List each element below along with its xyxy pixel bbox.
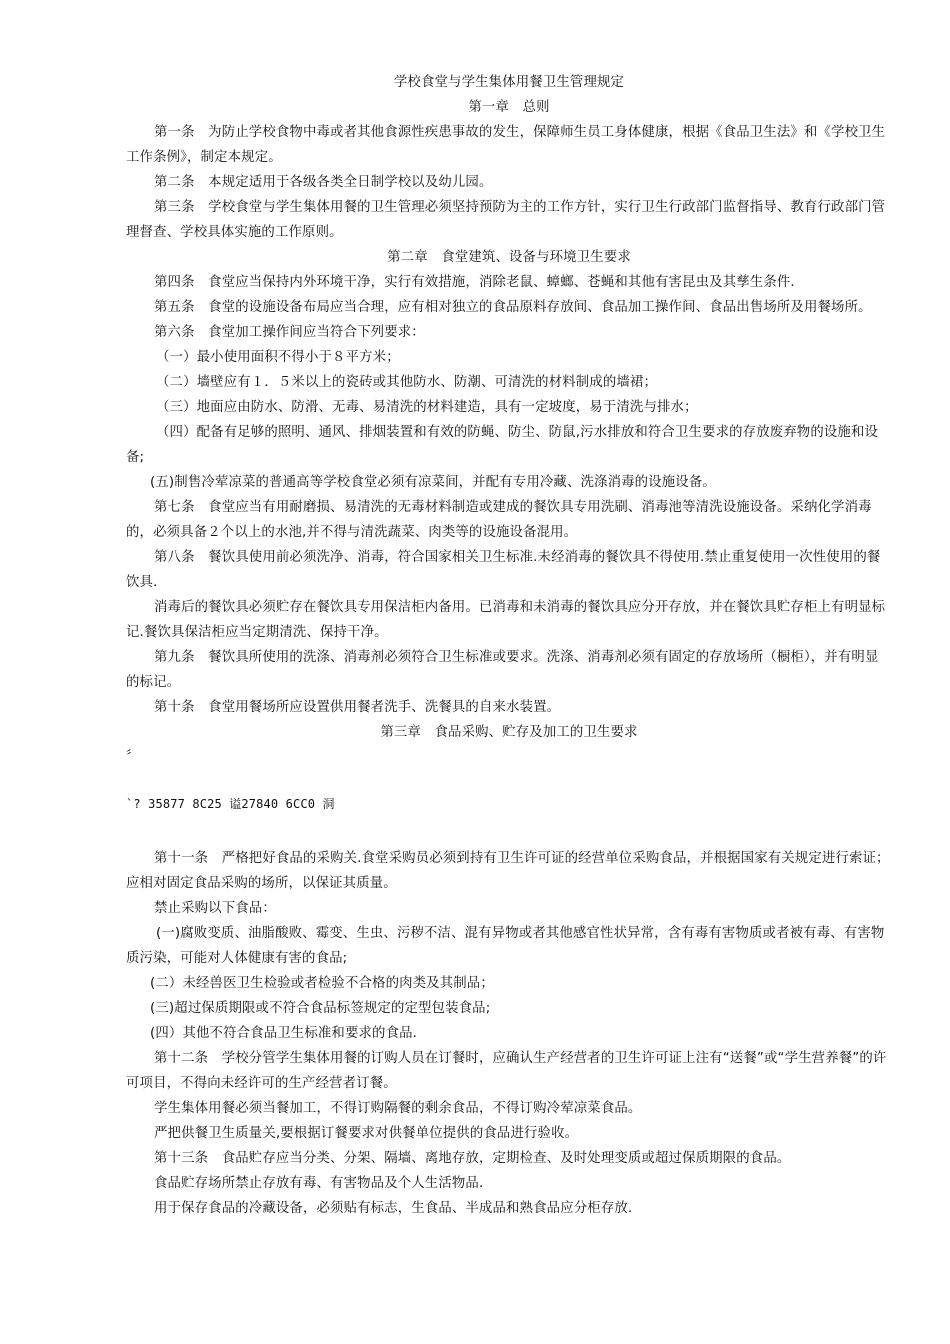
article-6: 第六条 食堂加工操作间应当符合下列要求： <box>154 325 425 340</box>
chapter-1-heading: 第一章 总则 <box>468 100 550 115</box>
article-6-item-3: （三）地面应由防水、防滑、无毒、易清洗的材料建造，具有一定坡度，易于清洗与排水； <box>156 400 698 415</box>
article-11: 第十一条 严格把好食品的采购关.食堂采购员必须到持有卫生许可证的经营单位采购食品，并根据国家有关规定进行索证；应相对固定食品采购的场所，以保证其质量。 <box>126 851 890 891</box>
article-2: 第二条 本规定适用于各级各类全日制学校以及幼儿园。 <box>154 175 493 190</box>
garbled-code-line: `? 35877 8C25 谥27840 6CC0 洞 <box>126 797 335 811</box>
article-7: 第七条 食堂应当有用耐磨损、易清洗的无毒材料制造或建成的餐饮具专用洗刷、消毒池等清洗设施设备。采纳化学消毒的，必须具备２个以上的水池,并不得与清洗蔬菜、肉类等的设施设备混用。 <box>126 500 872 540</box>
article-6-item-4: （四）配备有足够的照明、通风、排烟装置和有效的防蝇、防尘、防鼠,污水排放和符合卫生要求的存放废弃物的设施和设备; <box>126 425 879 465</box>
article-11-item-4: (四）其他不符合食品卫生标准和要求的食品. <box>150 1026 418 1041</box>
document-title: 学校食堂与学生集体用餐卫生管理规定 <box>393 75 625 90</box>
article-11-item-1: (一)腐败变质、油脂酸败、霉变、生虫、污秽不洁、混有异物或者其他感官性状异常，含有毒有害物质或者被有毒、有害物质污染，可能对人体健康有害的食品; <box>126 926 885 966</box>
article-11-item-3: (三)超过保质期限或不符合食品标签规定的定型包装食品; <box>150 1001 491 1016</box>
article-3: 第三条 学校食堂与学生集体用餐的卫生管理必须坚持预防为主的工作方针，实行卫生行政部门监督指导、教育行政部门管理督查、学校具体实施的工作原则。 <box>126 200 886 240</box>
stray-mark: 〞 <box>126 750 140 765</box>
article-8-paragraph-2: 消毒后的餐饮具必须贮存在餐饮具专用保洁柜内备用。已消毒和未消毒的餐饮具应分开存放，并在餐饮具贮存柜上有明显标记.餐饮具保洁柜应当定期清洗、保持干净。 <box>126 600 886 640</box>
article-13-paragraph-3: 用于保存食品的冷藏设备，必须贴有标志，生食品、半成品和熟食品应分柜存放. <box>154 1201 633 1216</box>
article-4: 第四条 食堂应当保持内外环境干净，实行有效措施，消除老鼠、蟑螂、苍蝇和其他有害昆虫及其孳生条件. <box>154 275 795 290</box>
article-12: 第十二条 学校分管学生集体用餐的订购人员在订餐时，应确认生产经营者的卫生许可证上注有“送餐”或“学生营养餐”的许可项目，不得向未经许可的生产经营者订餐。 <box>126 1051 887 1091</box>
article-12-paragraph-3: 严把供餐卫生质量关,要根据订餐要求对供餐单位提供的食品进行验收。 <box>154 1126 579 1141</box>
blank-space <box>126 770 892 792</box>
article-13: 第十三条 食品贮存应当分类、分架、隔墙、离地存放，定期检查、及时处理变质或超过保质期限的食品。 <box>154 1151 791 1166</box>
article-6-item-5: (五)制售冷荤凉菜的普通高等学校食堂必须有凉菜间，并配有专用冷藏、洗涤消毒的设施设备。 <box>150 475 716 490</box>
document-page <box>126 70 892 1221</box>
article-11-item-2: (二）未经兽医卫生检验或者检验不合格的肉类及其制品； <box>150 976 494 991</box>
article-12-paragraph-2: 学生集体用餐必须当餐加工，不得订购隔餐的剩余食品，不得订购冷荤凉菜食品。 <box>154 1101 642 1116</box>
article-6-item-2: （二）墙壁应有１．５米以上的瓷砖或其他防水、防潮、可清洗的材料制成的墙裙； <box>156 375 658 390</box>
article-10: 第十条 食堂用餐场所应设置供用餐者洗手、洗餐具的自来水装置。 <box>154 700 561 715</box>
article-8: 第八条 餐饮具使用前必须洗净、消毒，符合国家相关卫生标准.未经消毒的餐饮具不得使用.禁止重复使用一次性使用的餐饮具. <box>126 550 881 590</box>
chapter-2-heading: 第二章 食堂建筑、设备与环境卫生要求 <box>387 250 631 265</box>
blank-space <box>126 817 892 846</box>
chapter-3-heading: 第三章 食品采购、贮存及加工的卫生要求 <box>380 725 638 740</box>
article-13-paragraph-2: 食品贮存场所禁止存放有毒、有害物品及个人生活物品. <box>154 1176 484 1191</box>
article-11-prohibited-intro: 禁止采购以下食品： <box>154 901 276 916</box>
article-6-item-1: （一）最小使用面积不得小于８平方米； <box>156 350 400 365</box>
article-9: 第九条 餐饮具所使用的洗涤、消毒剂必须符合卫生标准或要求。洗涤、消毒剂必须有固定的存放场所（橱柜），并有明显的标记。 <box>126 650 879 690</box>
article-5: 第五条 食堂的设施设备布局应当合理，应有相对独立的食品原料存放间、食品加工操作间、食品出售场所及用餐场所。 <box>154 300 872 315</box>
article-1: 第一条 为防止学校食物中毒或者其他食源性疾患事故的发生，保障师生员工身体健康，根据《食品卫生法》和《学校卫生工作条例》，制定本规定。 <box>126 125 886 165</box>
